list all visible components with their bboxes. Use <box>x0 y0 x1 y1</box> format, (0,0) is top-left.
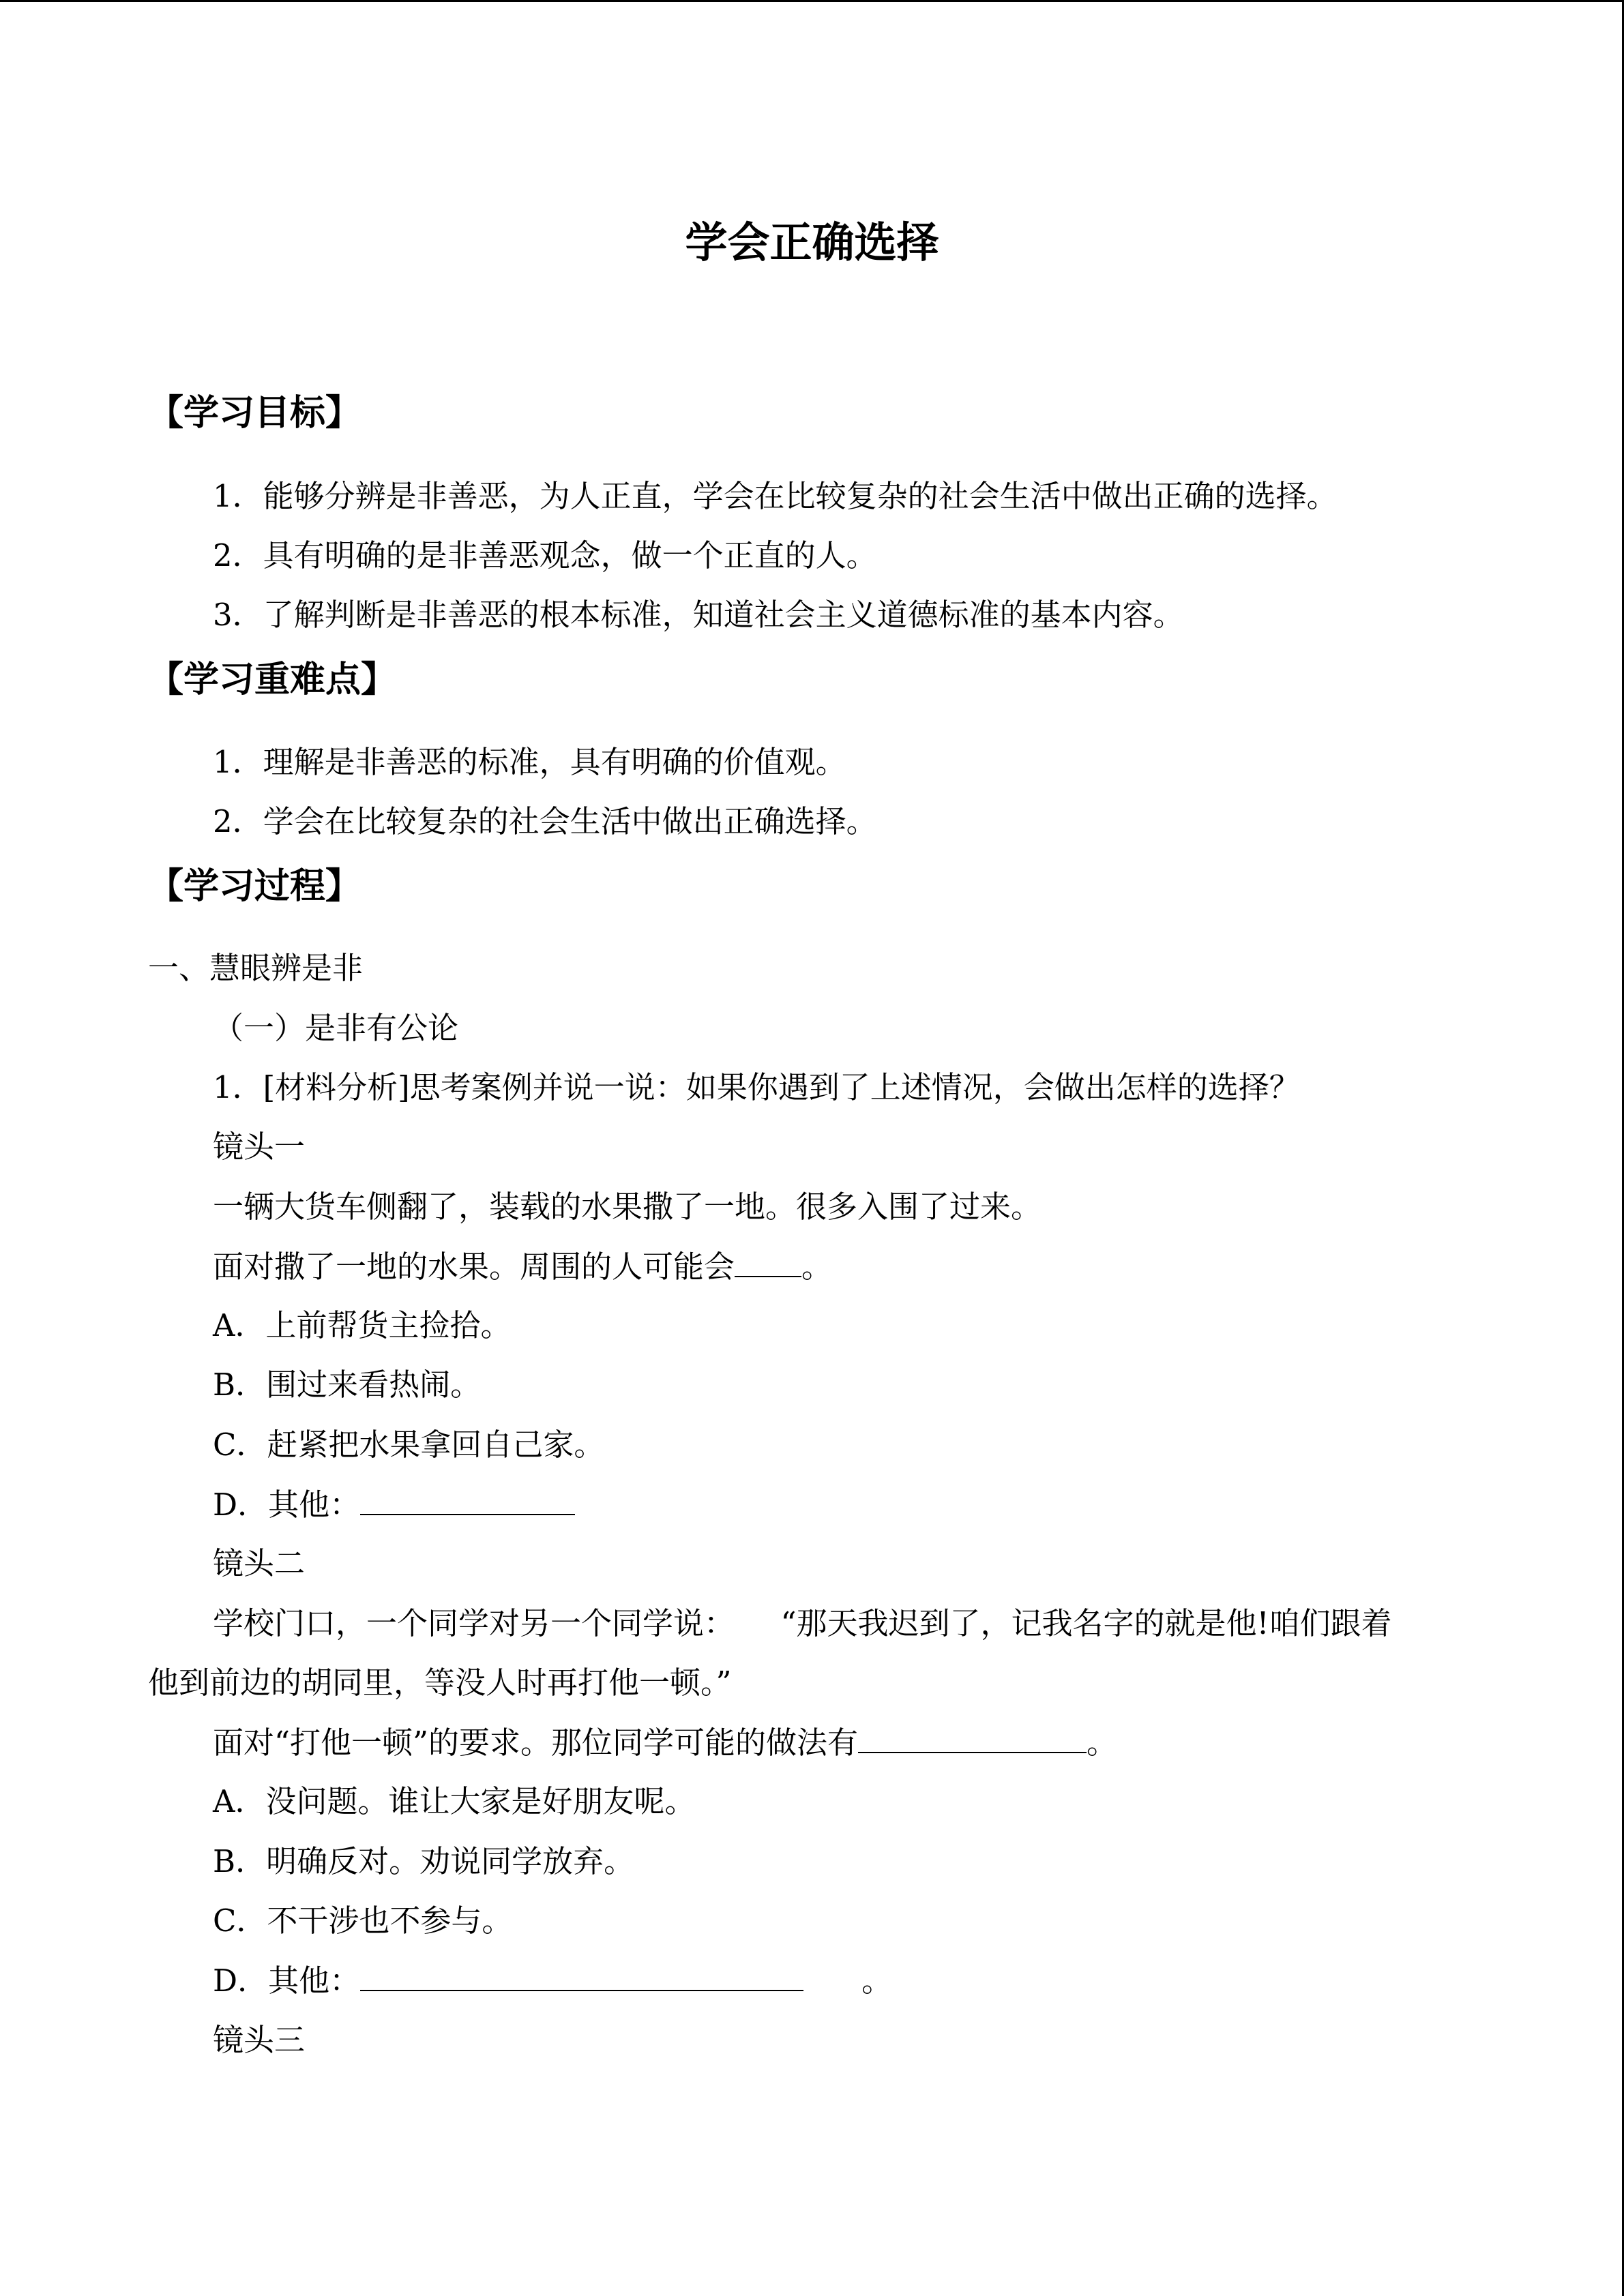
scene-2-other-blank[interactable] <box>360 1960 803 1991</box>
scene-1-text: 一辆大货车侧翻了，装载的水果撒了一地。很多入围了过来。 <box>213 1189 1042 1225</box>
scene-1-option-d <box>213 1484 575 1525</box>
scene-1-label: 镜头一 <box>213 1129 306 1165</box>
scene-1-option-b: B．围过来看热闹。 <box>213 1367 482 1403</box>
scene-2-other-end: 。 <box>861 1963 893 1999</box>
scene-3-label: 镜头三 <box>213 2022 306 2058</box>
scene-1-other-label: D．其他： <box>213 1487 361 1523</box>
keypoints-heading: 【学习重难点】 <box>148 659 397 700</box>
objective-item-1: 1．能够分辨是非善恶，为人正直，学会在比较复杂的社会生活中做出正确的选择。 <box>213 478 1338 514</box>
scene-2-text-line-2: 他到前边的胡同里，等没人时再打他一顿。” <box>148 1665 732 1701</box>
scene-2-text-line-1: 学校门口，一个同学对另一个同学说： “那天我迟到了，记我名字的就是他!咱们跟着 <box>213 1605 1392 1641</box>
scene-1-other-blank[interactable] <box>360 1484 575 1515</box>
scene-1-question <box>213 1246 832 1287</box>
page-top-border <box>0 0 1624 2</box>
process-heading: 【学习过程】 <box>148 866 361 907</box>
scene-2-option-b: B．明确反对。劝说同学放弃。 <box>213 1843 635 1879</box>
keypoint-item-2: 2．学会在比较复杂的社会生活中做出正确选择。 <box>213 803 877 839</box>
scene-2-question-text: 面对“打他一顿”的要求。那位同学可能的做法有 <box>213 1725 859 1761</box>
part-1-title: 一、慧眼辨是非 <box>148 950 364 986</box>
objectives-heading: 【学习目标】 <box>148 393 361 434</box>
scene-1-answer-blank[interactable] <box>735 1246 801 1277</box>
scene-2-option-d <box>213 1960 892 2001</box>
scene-2-answer-blank[interactable] <box>858 1722 1087 1753</box>
scene-2-question <box>213 1722 1117 1763</box>
objective-item-3: 3．了解判断是非善恶的根本标准，知道社会主义道德标准的基本内容。 <box>213 597 1184 633</box>
scene-2-option-c: C．不干涉也不参与。 <box>213 1903 513 1939</box>
objective-item-2: 2．具有明确的是非善恶观念，做一个正直的人。 <box>213 537 877 573</box>
scene-1-question-text: 面对撒了一地的水果。周围的人可能会 <box>213 1249 735 1285</box>
keypoint-item-1: 1．理解是非善恶的标准，具有明确的价值观。 <box>213 744 846 780</box>
scene-2-option-a: A．没问题。谁让大家是好朋友呢。 <box>213 1783 696 1819</box>
scene-2-question-end: 。 <box>1087 1725 1118 1761</box>
scene-2-label: 镜头二 <box>213 1545 306 1581</box>
scene-1-option-a: A．上前帮货主捡拾。 <box>213 1307 512 1343</box>
task-1: 1．[材料分析]思考案例并说一说：如果你遇到了上述情况，会做出怎样的选择？ <box>213 1069 1300 1105</box>
sub-section-1: （一）是非有公论 <box>213 1010 459 1046</box>
page-title: 学会正确选择 <box>685 218 939 267</box>
scene-1-question-end: 。 <box>801 1249 833 1285</box>
scene-1-option-c: C．赶紧把水果拿回自己家。 <box>213 1427 605 1463</box>
scene-2-other-label: D．其他： <box>213 1963 361 1999</box>
